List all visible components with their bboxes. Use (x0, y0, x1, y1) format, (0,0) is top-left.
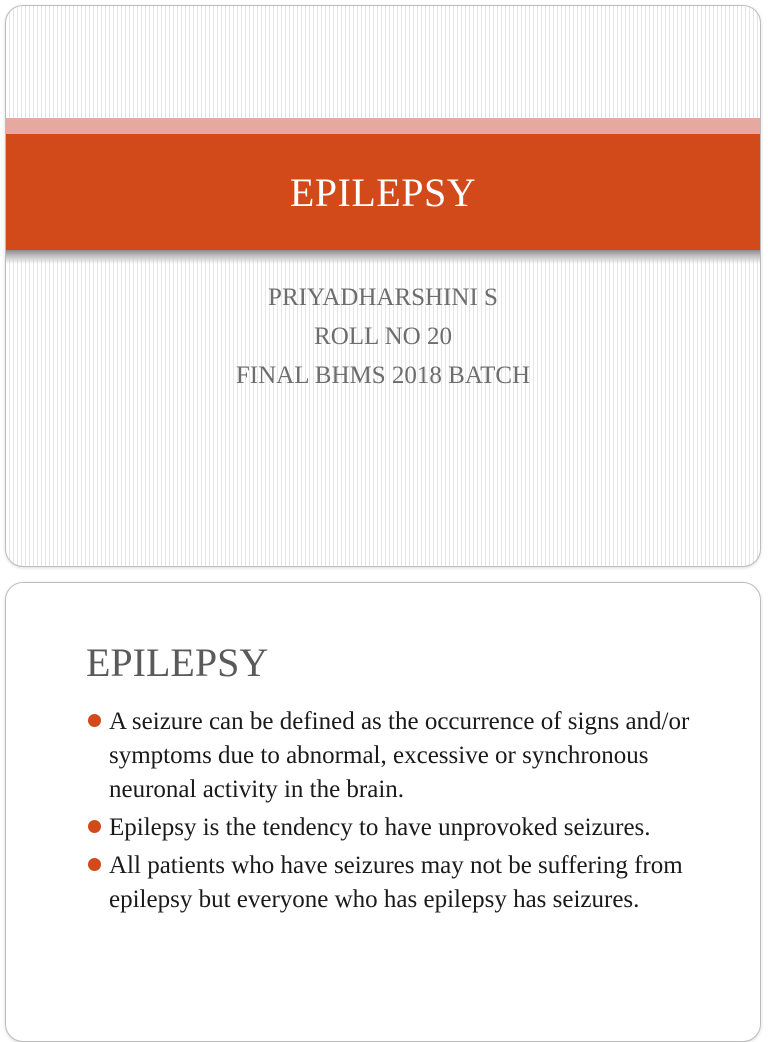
bullet-item (86, 705, 726, 807)
subtitle-block (6, 278, 760, 395)
bullet-dot-icon (88, 858, 101, 871)
bullet-text: A seizure can be defined as the occurrence of signs and/or symptoms due to abnormal, excessive or synchronous neuronal activity in the brain. (109, 708, 690, 803)
content-heading: EPILEPSY (86, 640, 269, 685)
subtitle-author: PRIYADHARSHINI S (268, 284, 498, 311)
subtitle-batch: FINAL BHMS 2018 BATCH (235, 362, 531, 389)
title-slide (5, 5, 761, 567)
title-band-shadow (6, 250, 760, 264)
bullet-dot-icon (88, 820, 101, 833)
bullet-text: All patients who have seizures may not be suffering from epilepsy but everyone who has epilepsy has seizures. (109, 852, 683, 913)
bullet-item (86, 849, 726, 917)
bullet-text: Epilepsy is the tendency to have unprovoked seizures. (109, 814, 651, 841)
bullet-item (86, 811, 726, 845)
slide-title: EPILEPSY (289, 169, 477, 215)
bullet-list (86, 705, 726, 921)
subtitle-roll-number: ROLL NO 20 (314, 323, 452, 350)
content-slide (5, 582, 761, 1042)
title-accent-strip (6, 118, 760, 134)
title-band (6, 134, 760, 250)
bullet-dot-icon (88, 714, 101, 727)
